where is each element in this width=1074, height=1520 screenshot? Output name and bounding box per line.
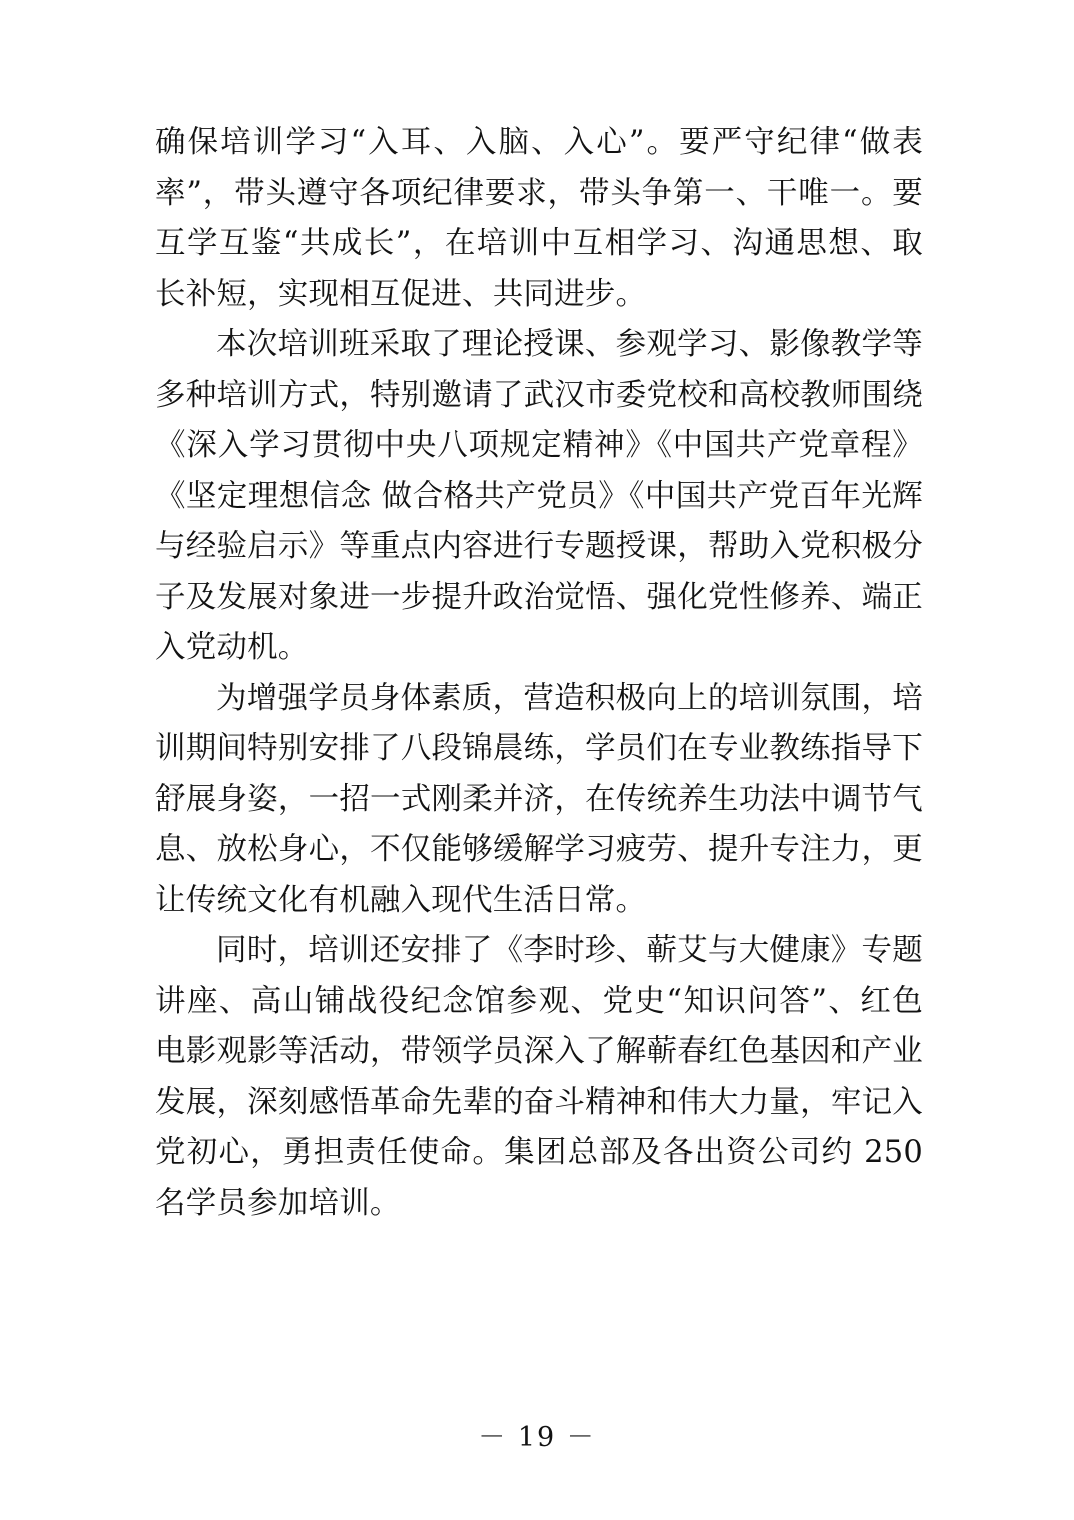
paragraph-2: 本次培训班采取了理论授课、参观学习、影像教学等多种培训方式，特别邀请了武汉市委党校和高校教师围绕《深入学习贯彻中央八项规定精神》《中国共产党章程》《坚定理想信念 做合格共产党员》《中国共产党百年光辉与经验启示》等重点内容进行专题授课，帮助入党积极分子及发展对象进一步提升政治觉悟、强化党性修养、端正入党动机。 [155, 327, 923, 665]
paragraph-4: 同时，培训还安排了《李时珍、蕲艾与大健康》专题讲座、高山铺战役纪念馆参观、党史“知识问答”、红色电影观影等活动，带领学员深入了解蕲春红色基因和产业发展，深刻感悟革命先辈的奋斗精神和伟大力量，牢记入党初心，勇担责任使命。集团总部及各出资公司约 250 名学员参加培训。 [155, 933, 923, 1221]
page-body [155, 118, 923, 1229]
page-number: － 19 － [478, 1422, 596, 1453]
paragraph-3: 为增强学员身体素质，营造积极向上的培训氛围，培训期间特别安排了八段锦晨练，学员们在专业教练指导下舒展身姿，一招一式刚柔并济，在传统养生功法中调节气息、放松身心，不仅能够缓解学习疲劳、提升专注力，更让传统文化有机融入现代生活日常。 [155, 680, 923, 918]
paragraph-1: 确保培训学习“入耳、入脑、入心”。要严守纪律“做表率”，带头遵守各项纪律要求，带头争第一、干唯一。要互学互鉴“共成长”，在培训中互相学习、沟通思想、取长补短，实现相互促进、共同进步。 [155, 125, 923, 312]
